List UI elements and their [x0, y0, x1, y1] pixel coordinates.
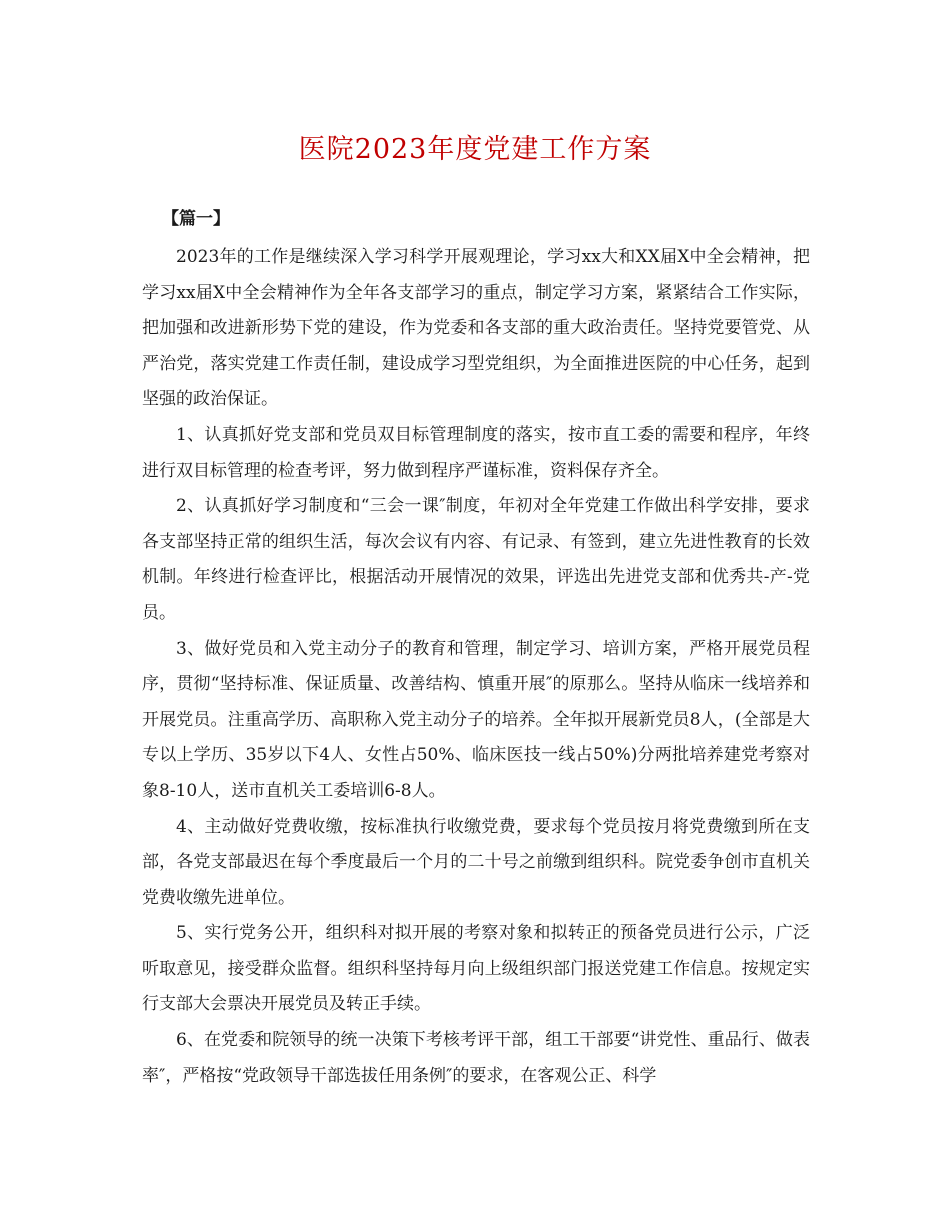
paragraph-item-4: 4、主动做好党费收缴，按标准执行收缴党费，要求每个党员按月将党费缴到所在支部，各党支部最迟在每个季度最后一个月的二十号之前缴到组织科。院党委争创市直机关党费收缴先进单位。: [142, 816, 810, 908]
paragraph-item-5: 5、实行党务公开，组织科对拟开展的考察对象和拟转正的预备党员进行公示，广泛听取意见，接受群众监督。组织科坚持每月向上级组织部门报送党建工作信息。按规定实行支部大会票决开展党员及转正手续。: [142, 923, 810, 1015]
document-body: [142, 202, 810, 1094]
document-title: 医院2023年度党建工作方案: [298, 134, 652, 165]
paragraph-item-6: 6、在党委和院领导的统一决策下考核考评干部，组工干部要“讲党性、重品行、做表率″，严格按“党政领导干部选拔任用条例″的要求，在客观公正、科学: [142, 1030, 810, 1086]
paragraph-item-3: 3、做好党员和入党主动分子的教育和管理，制定学习、培训方案，严格开展党员程序，贯彻“坚持标准、保证质量、改善结构、慎重开展″的原那么。坚持从临床一线培养和开展党员。注重高学历、高职称入党主动分子的培养。全年拟开展新党员8人，(全部是大专以上学历、35岁以下4人、女性占50%、临床医技一线占50%)分两批培养建党考察对象8-10人，送市直机关工委培训6-8人。: [142, 638, 810, 801]
paragraph-item-1: 1、认真抓好党支部和党员双目标管理制度的落实，按市直工委的需要和程序，年终进行双目标管理的检查考评，努力做到程序严谨标准，资料保存齐全。: [142, 424, 810, 481]
paragraph-item-2: 2、认真抓好学习制度和“三会一课″制度，年初对全年党建工作做出科学安排，要求各支部坚持正常的组织生活，每次会议有内容、有记录、有签到，建立先进性教育的长效机制。年终进行检查评比，根据活动开展情况的效果，评选出先进党支部和优秀共-产-党员。: [142, 496, 810, 623]
paragraph-intro: 2023年的工作是继续深入学习科学开展观理论，学习xx大和XX届X中全会精神，把学习xx届X中全会精神作为全年各支部学习的重点，制定学习方案，紧紧结合工作实际，把加强和改进新形势下党的建设，作为党委和各支部的重大政治责任。坚持党要管党、从严治党，落实党建工作责任制，建设成学习型党组织，为全面推进医院的中心任务，起到坚强的政治保证。: [142, 247, 810, 410]
section-heading: 【篇一】: [162, 209, 230, 229]
